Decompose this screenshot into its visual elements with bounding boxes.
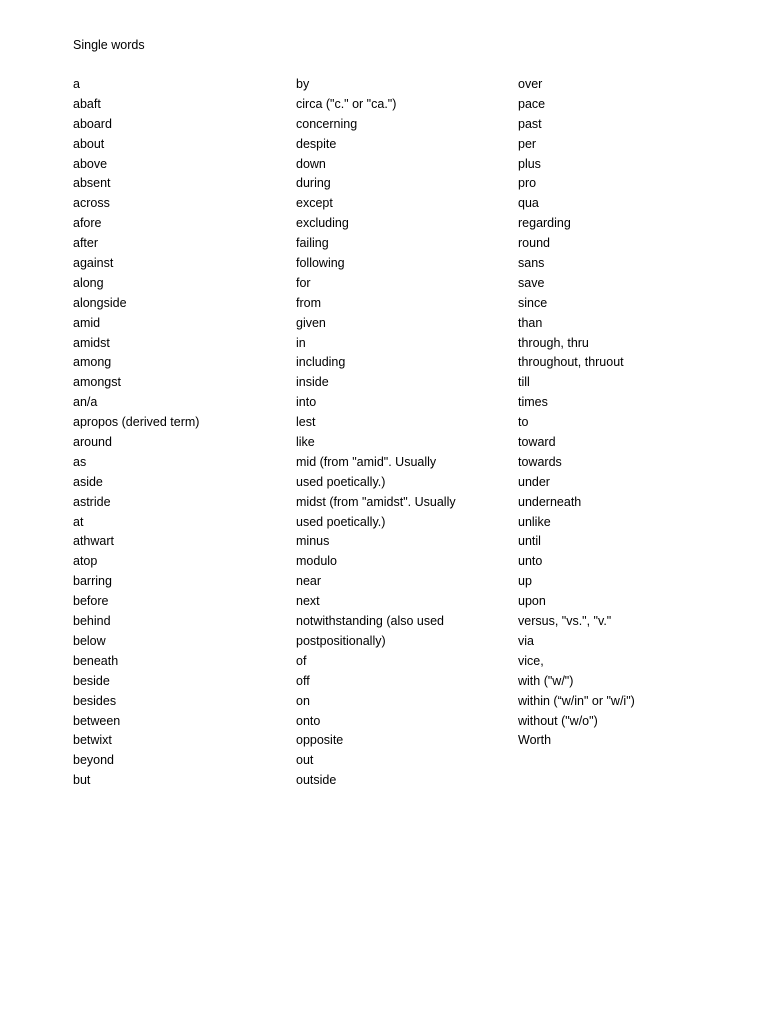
word-item: since [518,295,548,310]
word-item: at [73,514,84,529]
word-item: underneath [518,494,582,509]
word-item: upon [518,594,546,609]
word-item: besides [73,693,117,708]
word-item: but [73,773,91,788]
word-item: save [518,275,545,290]
word-item: toward [518,435,556,450]
word-item: for [296,275,311,290]
word-item: lest [296,415,316,430]
word-item: notwithstanding (also used [296,614,445,629]
word-item: among [73,355,112,370]
word-item: on [296,693,310,708]
word-item: within (“w/in" or "w/i") [518,693,635,708]
word-item: near [296,574,322,589]
word-item: times [518,395,548,410]
word-item: after [73,236,99,251]
word-item: inside [296,375,329,390]
word-item: following [296,256,345,271]
word-item: pace [518,96,546,111]
word-item: betwixt [73,733,112,748]
page-heading: Single words [73,38,145,52]
word-item: beyond [73,753,115,768]
word-item: like [296,435,315,450]
word-item: unto [518,554,543,569]
word-item: of [296,653,307,668]
word-item: regarding [518,216,571,231]
word-item: around [73,435,112,450]
word-item: including [296,355,346,370]
word-item: circa ("c." or "ca.") [296,96,397,111]
word-item: about [73,136,105,151]
word-item: opposite [296,733,344,748]
word-column-1 [73,75,199,791]
word-item: between [73,713,121,728]
word-item: outside [296,773,337,788]
word-item: in [296,335,306,350]
word-item: apropos (derived term) [73,415,200,430]
word-item: sans [518,256,545,271]
word-item: astride [73,494,111,509]
word-item: unlike [518,514,551,529]
word-item: beside [73,673,110,688]
word-item: against [73,256,114,271]
word-item: except [296,196,333,211]
word-item: amid [73,315,101,330]
word-item: below [73,633,106,648]
word-item: from [296,295,321,310]
word-item: past [518,116,542,131]
word-item: off [296,673,310,688]
word-item: versus, "vs.", "v." [518,614,612,629]
word-item: without ("w/o") [518,713,598,728]
word-item: by [296,77,310,91]
word-item: to [518,415,529,430]
word-item: over [518,77,543,91]
word-item: despite [296,136,337,151]
word-item: as [73,454,87,469]
word-item: aboard [73,116,112,131]
word-item: during [296,176,331,191]
word-item: before [73,594,109,609]
word-item: till [518,375,530,390]
word-item: throughout, thruout [518,355,624,370]
word-item: athwart [73,534,114,549]
word-item: plus [518,156,541,171]
word-item: amongst [73,375,121,390]
word-item: midst (from "amidst". Usually [296,494,456,509]
word-item: barring [73,574,112,589]
word-item: mid (from "amid". Usually [296,454,437,469]
word-item: vice, [518,653,544,668]
word-item: abaft [73,96,101,111]
word-item: given [296,315,326,330]
word-item: next [296,594,320,609]
word-item: out [296,753,314,768]
word-item: beneath [73,653,119,668]
word-item: used poetically.) [296,474,386,489]
word-item: under [518,474,550,489]
word-column-3 [518,75,635,751]
word-item: alongside [73,295,127,310]
word-item: an/a [73,395,98,410]
word-item: used poetically.) [296,514,386,529]
word-item: concerning [296,116,358,131]
word-item: modulo [296,554,337,569]
word-item: via [518,633,534,648]
word-item: than [518,315,543,330]
word-item: per [518,136,537,151]
word-item: until [518,534,541,549]
word-item: above [73,156,108,171]
word-item: afore [73,216,102,231]
word-item: into [296,395,317,410]
word-item: along [73,275,104,290]
word-item: atop [73,554,98,569]
word-item: Worth [518,733,552,748]
word-item: pro [518,176,537,191]
word-item: onto [296,713,321,728]
word-item: absent [73,176,111,191]
word-item: minus [296,534,330,549]
word-item: failing [296,236,329,251]
word-item: towards [518,454,562,469]
word-item: down [296,156,326,171]
word-item: up [518,574,532,589]
word-column-2 [296,75,456,791]
word-item: aside [73,474,103,489]
word-item: qua [518,196,539,211]
word-item: round [518,236,550,251]
word-item: postpositionally) [296,633,386,648]
word-item: behind [73,614,111,629]
word-item: excluding [296,216,349,231]
word-item: across [73,196,110,211]
word-item: amidst [73,335,110,350]
word-item: with ("w/") [518,673,574,688]
word-item: a [73,77,80,91]
word-item: through, thru [518,335,589,350]
